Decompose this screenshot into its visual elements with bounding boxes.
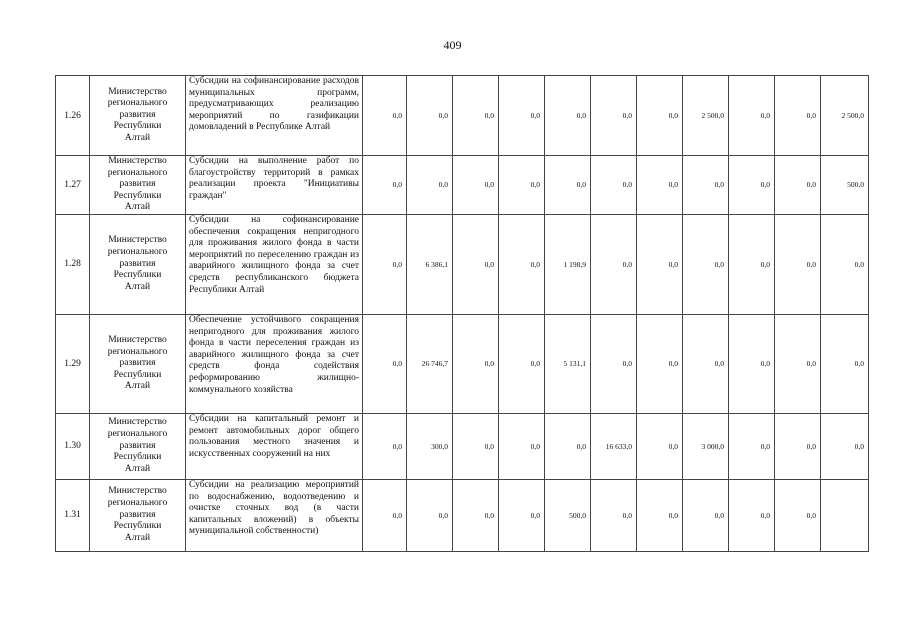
agency-line: регионального: [107, 167, 168, 178]
agency-line: регионального: [107, 429, 168, 440]
value-cell: 0,0: [453, 76, 499, 156]
value-cell: 0,0: [637, 314, 683, 413]
agency-line: регионального: [107, 247, 168, 258]
agency-line: Республики: [113, 121, 162, 132]
value-cell: 0,0: [683, 214, 729, 314]
value-cell: 0,0: [775, 314, 821, 413]
value-cell: 0,0: [729, 214, 775, 314]
value-cell: 0,0: [729, 156, 775, 215]
description-cell: Субсидии на софинансирование расходов муниципальных программ, предусматривающих реализацию мероприятий по газификации домовладений в Республике Алтай: [186, 76, 363, 156]
value-cell: 0,0: [453, 314, 499, 413]
agency-line: Министерство: [108, 486, 167, 497]
value-cell: 0,0: [591, 314, 637, 413]
value-cell: 0,0: [683, 314, 729, 413]
table-row: [56, 214, 869, 314]
agency-line: Алтай: [124, 532, 151, 543]
table-body: [56, 76, 869, 552]
value-cell: 0,0: [591, 76, 637, 156]
value-cell: 0,0: [821, 413, 869, 479]
budget-table: [55, 75, 869, 552]
table-row: [56, 479, 869, 551]
value-cell: 6 386,1: [407, 214, 453, 314]
value-cell: 0,0: [499, 76, 545, 156]
table-row: [56, 314, 869, 413]
agency-line: регионального: [107, 498, 168, 509]
description-cell: Субсидии на реализацию мероприятий по водоснабжению, водоотведению и очистке сточных вод (в части капитальных вложений) в объекты муниципальной собственности): [186, 479, 363, 551]
description-cell: Субсидии на капитальный ремонт и ремонт автомобильных дорог общего пользования местного значения и искусственных сооружений на них: [186, 413, 363, 479]
value-cell: 1 198,9: [545, 214, 591, 314]
agency-cell: [90, 214, 186, 314]
value-cell: 0,0: [683, 479, 729, 551]
agency-line: развития: [119, 179, 156, 190]
row-number: 1.27: [56, 156, 90, 215]
agency-line: Алтай: [124, 281, 151, 292]
value-cell: 0,0: [407, 76, 453, 156]
value-cell: 0,0: [729, 314, 775, 413]
value-cell: 0,0: [591, 479, 637, 551]
value-cell: 0,0: [591, 156, 637, 215]
value-cell: 0,0: [453, 479, 499, 551]
description-cell: Субсидии на выполнение работ по благоустройству территорий в рамках реализации проекта "Инициативы граждан": [186, 156, 363, 215]
description-cell: Обеспечение устойчивого сокращения непригодного для проживания жилого фонда в части переселения граждан из аварийного жилищного фонда за счет средств фонда содействия реформированию жилищно-коммунального хозяйства: [186, 314, 363, 413]
value-cell: 2 500,0: [821, 76, 869, 156]
value-cell: 0,0: [821, 214, 869, 314]
value-cell: [821, 479, 869, 551]
value-cell: 0,0: [545, 76, 591, 156]
value-cell: 0,0: [363, 413, 407, 479]
agency-line: развития: [119, 440, 156, 451]
value-cell: 500,0: [545, 479, 591, 551]
value-cell: 0,0: [363, 214, 407, 314]
value-cell: 0,0: [775, 156, 821, 215]
value-cell: 0,0: [729, 479, 775, 551]
value-cell: 0,0: [775, 214, 821, 314]
value-cell: 0,0: [499, 314, 545, 413]
value-cell: 0,0: [821, 314, 869, 413]
value-cell: 0,0: [407, 156, 453, 215]
table-row: [56, 413, 869, 479]
value-cell: 0,0: [637, 76, 683, 156]
agency-line: регионального: [107, 346, 168, 357]
value-cell: 0,0: [453, 156, 499, 215]
row-number: 1.28: [56, 214, 90, 314]
agency-line: развития: [119, 358, 156, 369]
value-cell: 0,0: [499, 214, 545, 314]
value-cell: 0,0: [637, 413, 683, 479]
agency-line: Алтай: [124, 463, 151, 474]
agency-line: Республики: [113, 270, 162, 281]
value-cell: 0,0: [363, 156, 407, 215]
agency-cell: [90, 413, 186, 479]
value-cell: 0,0: [637, 214, 683, 314]
value-cell: 0,0: [729, 413, 775, 479]
row-number: 1.29: [56, 314, 90, 413]
agency-cell: [90, 156, 186, 215]
table-row: [56, 76, 869, 156]
agency-line: Алтай: [124, 202, 151, 213]
value-cell: 5 131,1: [545, 314, 591, 413]
value-cell: 0,0: [775, 76, 821, 156]
agency-line: Республики: [113, 521, 162, 532]
row-number: 1.31: [56, 479, 90, 551]
agency-line: Республики: [113, 190, 162, 201]
value-cell: 0,0: [637, 479, 683, 551]
value-cell: 0,0: [545, 156, 591, 215]
agency-line: Министерство: [108, 334, 167, 345]
value-cell: 0,0: [453, 413, 499, 479]
agency-line: Министерство: [108, 417, 167, 428]
value-cell: 0,0: [729, 76, 775, 156]
agency-line: Республики: [113, 452, 162, 463]
agency-line: регионального: [107, 98, 168, 109]
value-cell: 0,0: [363, 479, 407, 551]
value-cell: 0,0: [775, 479, 821, 551]
agency-line: Республики: [113, 369, 162, 380]
agency-line: Министерство: [108, 86, 167, 97]
description-cell: Субсидии на софинансирование обеспечения сокращения непригодного для проживания жилого фонда в части мероприятий по переселению граждан из аварийного жилищного фонда за счет средств республиканского бюджета Республики Алтай: [186, 214, 363, 314]
value-cell: 0,0: [591, 214, 637, 314]
value-cell: 500,0: [821, 156, 869, 215]
agency-line: развития: [119, 509, 156, 520]
value-cell: 0,0: [499, 479, 545, 551]
value-cell: 0,0: [363, 76, 407, 156]
agency-line: развития: [119, 258, 156, 269]
agency-line: Министерство: [108, 156, 167, 166]
value-cell: 0,0: [499, 156, 545, 215]
table-row: [56, 156, 869, 215]
page-number: 409: [443, 38, 462, 52]
agency-line: Алтай: [124, 381, 151, 392]
agency-line: развития: [119, 109, 156, 120]
value-cell: 300,0: [407, 413, 453, 479]
value-cell: 0,0: [407, 479, 453, 551]
value-cell: 0,0: [545, 413, 591, 479]
agency-cell: [90, 76, 186, 156]
value-cell: 3 000,0: [683, 413, 729, 479]
value-cell: 0,0: [453, 214, 499, 314]
value-cell: 0,0: [363, 314, 407, 413]
value-cell: 0,0: [683, 156, 729, 215]
value-cell: 26 746,7: [407, 314, 453, 413]
value-cell: 0,0: [499, 413, 545, 479]
value-cell: 0,0: [637, 156, 683, 215]
row-number: 1.30: [56, 413, 90, 479]
agency-line: Алтай: [124, 132, 151, 143]
value-cell: 0,0: [775, 413, 821, 479]
agency-line: Министерство: [108, 235, 167, 246]
row-number: 1.26: [56, 76, 90, 156]
value-cell: 16 633,0: [591, 413, 637, 479]
agency-cell: [90, 314, 186, 413]
value-cell: 2 500,0: [683, 76, 729, 156]
agency-cell: [90, 479, 186, 551]
